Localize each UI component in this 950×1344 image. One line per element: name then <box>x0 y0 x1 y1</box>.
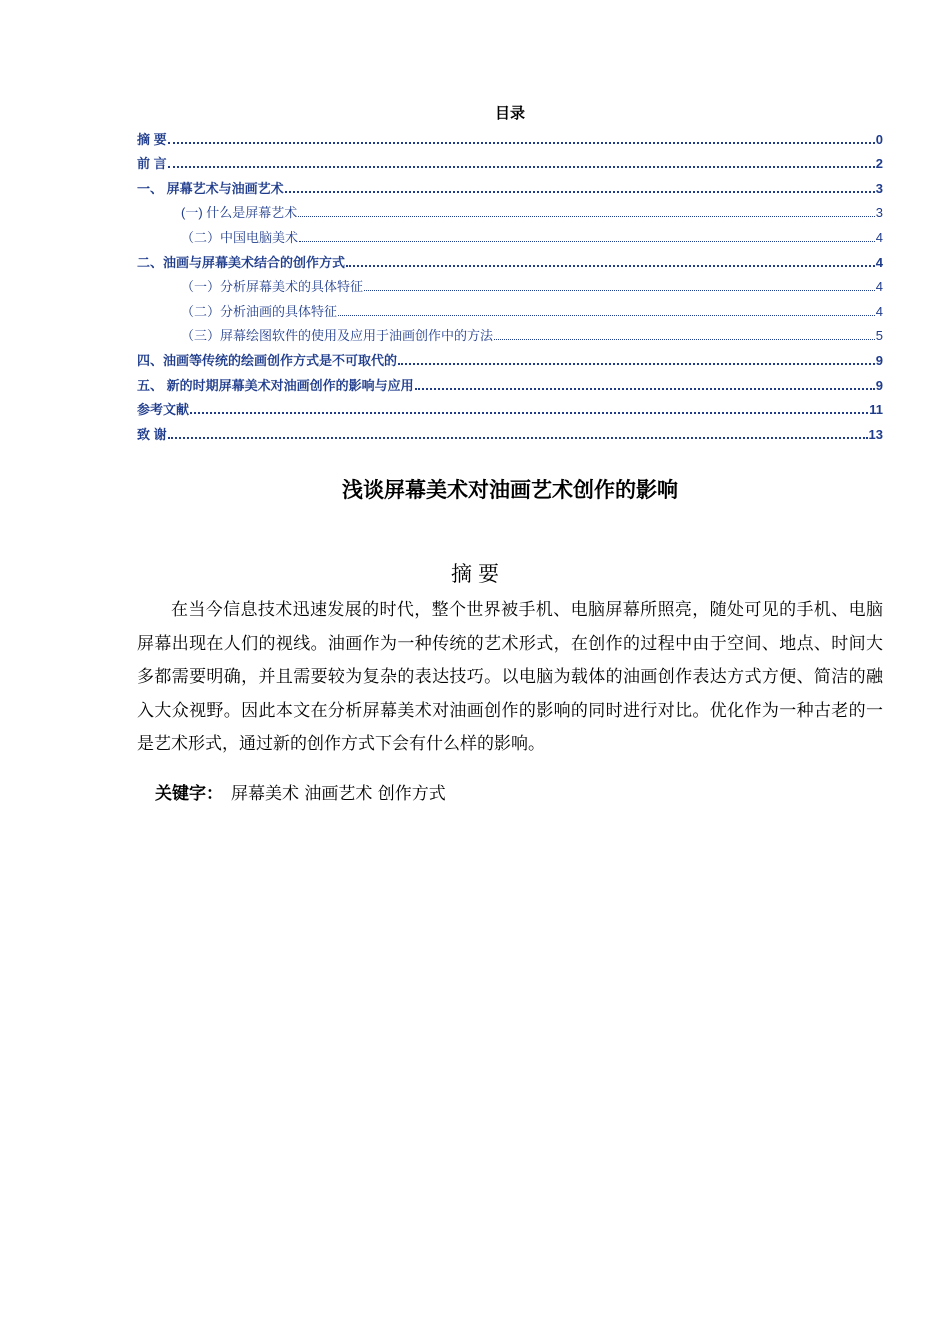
document-title: 浅谈屏幕美术对油画艺术创作的影响 <box>342 478 678 502</box>
toc-entry-label: 摘 要 <box>137 131 167 147</box>
toc-entry[interactable] <box>137 247 883 272</box>
toc-entry-label: 二、油画与屏幕美术结合的创作方式 <box>137 254 346 270</box>
toc-entry[interactable] <box>137 345 883 370</box>
toc-dot-leader <box>298 216 874 217</box>
toc-entry-page-number: 4 <box>875 303 883 319</box>
toc-dot-leader <box>346 265 875 267</box>
toc-entry-page-number: 11 <box>869 402 883 418</box>
toc-entry-page-number: 13 <box>868 426 883 442</box>
toc-dot-leader <box>285 191 875 193</box>
toc-entry-label: 一、 屏幕艺术与油画艺术 <box>137 180 284 196</box>
keywords-label: 关键字： <box>155 784 223 804</box>
toc-entry-label: （一）分析屏幕美术的具体特征 <box>181 279 364 295</box>
table-of-contents <box>137 124 883 444</box>
toc-entry[interactable] <box>137 395 883 420</box>
toc-entry[interactable] <box>137 296 883 321</box>
toc-entry-label: 四、油画等传统的绘画创作方式是不可取代的 <box>137 352 398 368</box>
toc-entry[interactable] <box>137 124 883 149</box>
toc-entry-page-number: 4 <box>875 229 883 245</box>
toc-entry[interactable] <box>137 173 883 198</box>
toc-entry-page-number: 3 <box>875 180 883 196</box>
toc-entry-page-number: 9 <box>875 352 883 368</box>
toc-entry[interactable] <box>137 370 883 395</box>
toc-entry[interactable] <box>137 149 883 174</box>
toc-entry-label: 前 言 <box>137 156 167 172</box>
abstract-body: 在当今信息技术迅速发展的时代，整个世界被手机、电脑屏幕所照亮，随处可见的手机、电脑屏幕出现在人们的视线。油画作为一种传统的艺术形式，在创作的过程中由于空间、地点、时间大多都需要明确，并且需要较为复杂的表达技巧。以电脑为载体的油画创作表达方式方便、简洁的融入大众视野。因此本文在分析屏幕美术对油画创作的影响的同时进行对比。优化作为一种古老的一是艺术形式，通过新的创作方式下会有什么样的影响。 <box>137 600 883 754</box>
toc-entry-page-number: 9 <box>875 377 883 393</box>
toc-entry-label: （二）中国电脑美术 <box>181 229 299 245</box>
toc-entry[interactable] <box>137 419 883 444</box>
toc-dot-leader <box>415 388 875 390</box>
toc-entry-page-number: 0 <box>875 131 883 147</box>
toc-title: 目录 <box>494 104 525 122</box>
toc-entry-label: （二）分析油画的具体特征 <box>181 303 338 319</box>
toc-entry-page-number: 4 <box>875 279 883 295</box>
toc-dot-leader <box>168 437 868 439</box>
toc-dot-leader <box>364 290 875 291</box>
toc-entry-page-number: 5 <box>875 328 883 344</box>
toc-entry-label: (一) 什么是屏幕艺术 <box>181 205 298 221</box>
toc-entry[interactable] <box>137 198 883 223</box>
keywords-value: 屏幕美术 油画艺术 创作方式 <box>231 784 446 804</box>
toc-dot-leader <box>398 363 875 365</box>
keywords-line <box>155 780 446 808</box>
toc-entry-label: 致 谢 <box>137 426 167 442</box>
toc-entry-label: （三）屏幕绘图软件的使用及应用于油画创作中的方法 <box>181 328 494 344</box>
toc-entry[interactable] <box>137 222 883 247</box>
toc-entry-label: 参考文献 <box>137 402 190 418</box>
toc-entry[interactable] <box>137 321 883 346</box>
toc-dot-leader <box>168 166 875 168</box>
abstract-heading: 摘要 <box>451 562 505 586</box>
toc-entry-label: 五、 新的时期屏幕美术对油画创作的影响与应用 <box>137 377 414 393</box>
toc-dot-leader <box>168 142 875 144</box>
toc-dot-leader <box>299 241 875 242</box>
toc-dot-leader <box>190 412 868 414</box>
toc-dot-leader <box>494 339 875 340</box>
toc-entry-page-number: 4 <box>875 254 883 270</box>
toc-entry-page-number: 3 <box>875 205 883 221</box>
toc-entry-page-number: 2 <box>875 156 883 172</box>
toc-entry[interactable] <box>137 272 883 297</box>
toc-dot-leader <box>338 315 875 316</box>
